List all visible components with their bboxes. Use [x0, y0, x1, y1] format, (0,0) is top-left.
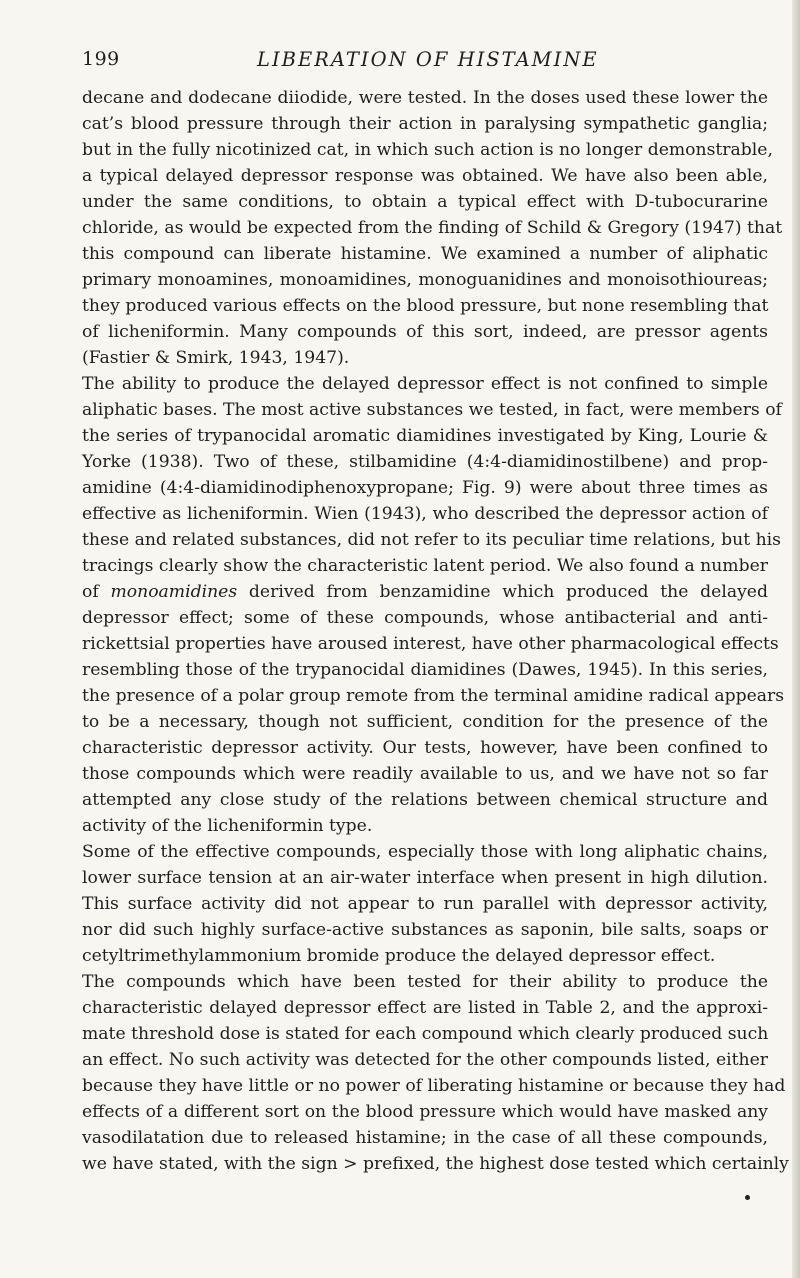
- text-line: the presence of a polar group remote from the terminal amidine radical appears: [82, 686, 785, 706]
- text-line: characteristic delayed depressor effect are listed in Table 2, and the approxi-: [82, 998, 768, 1018]
- text-line: depressor effect; some of these compounds, whose antibacterial and anti-: [82, 608, 768, 628]
- paragraph-start-line: The ability to produce the delayed depressor effect is not confined to simple: [82, 374, 768, 394]
- text-line: these and related substances, did not refer to its peculiar time relations, but his: [82, 530, 781, 550]
- text-line: rickettsial properties have aroused interest, have other pharmacological effects: [82, 634, 779, 654]
- text-line: Yorke (1938). Two of these, stilbamidine (4:4-diamidinostilbene) and prop-: [82, 452, 768, 472]
- text-line: this compound can liberate histamine. We examined a number of aliphatic: [82, 244, 768, 264]
- text-line: an effect. No such activity was detected for the other compounds listed, either: [82, 1050, 768, 1070]
- paragraph-end-line: cetyltrimethylammonium bromide produce the delayed depressor effect.: [82, 946, 716, 966]
- text-line: because they have little or no power of liberating histamine or because they had: [82, 1076, 786, 1096]
- text-line: aliphatic bases. The most active substances we tested, in fact, were members of: [82, 400, 782, 420]
- text-line: to be a necessary, though not sufficient, condition for the presence of the: [82, 712, 768, 732]
- text-line: the series of trypanocidal aromatic diamidines investigated by King, Lourie &: [82, 426, 768, 446]
- page-edge: [792, 0, 800, 1278]
- text-line: primary monoamines, monoamidines, monoguanidines and monoisothioureas;: [82, 270, 768, 290]
- text-line: under the same conditions, to obtain a typical effect with D-tubocurarine: [82, 192, 768, 212]
- text-line: lower surface tension at an air-water interface when present in high dilution.: [82, 868, 768, 888]
- text-line: cat’s blood pressure through their action in paralysing sympathetic ganglia;: [82, 114, 768, 134]
- text-line-with-italic: of monoamidines derived from benzamidine which produced the delayed: [82, 582, 768, 602]
- ink-speck: [745, 1195, 750, 1200]
- text-line: attempted any close study of the relations between chemical structure and: [82, 790, 768, 810]
- text-line: effective as licheniformin. Wien (1943), who described the depressor action of: [82, 504, 768, 524]
- page-header: [82, 48, 772, 82]
- text-line: effects of a different sort on the blood pressure which would have masked any: [82, 1102, 768, 1122]
- text-line: This surface activity did not appear to run parallel with depressor activity,: [82, 894, 768, 914]
- text-line: but in the fully nicotinized cat, in which such action is no longer demonstrable,: [82, 140, 773, 160]
- running-title: LIBERATION OF HISTAMINE: [257, 48, 599, 71]
- text-line: resembling those of the trypanocidal diamidines (Dawes, 1945). In this series,: [82, 660, 768, 680]
- page-number: 199: [82, 48, 120, 70]
- text-line: vasodilatation due to released histamine; in the case of all these compounds,: [82, 1128, 768, 1148]
- text-line: chloride, as would be expected from the finding of Schild & Gregory (1947) that: [82, 218, 783, 238]
- text-line: nor did such highly surface-active substances as saponin, bile salts, soaps or: [82, 920, 768, 940]
- text-line: we have stated, with the sign > prefixed, the highest dose tested which certainly: [82, 1154, 789, 1174]
- text-line: those compounds which were readily available to us, and we have not so far: [82, 764, 768, 784]
- body-text: [82, 85, 789, 1177]
- italic-term: monoamidines: [110, 582, 238, 602]
- text-line: characteristic depressor activity. Our tests, however, have been confined to: [82, 738, 768, 758]
- paragraph-start-line: The compounds which have been tested for their ability to produce the: [82, 972, 768, 992]
- text-line: a typical delayed depressor response was obtained. We have also been able,: [82, 166, 768, 186]
- text-line: of licheniformin. Many compounds of this sort, indeed, are pressor agents: [82, 322, 768, 342]
- paragraph-end-line: activity of the licheniformin type.: [82, 816, 373, 836]
- text-line: tracings clearly show the characteristic latent period. We also found a number: [82, 556, 768, 576]
- paragraph-start-line: Some of the effective compounds, especially those with long aliphatic chains,: [82, 842, 768, 862]
- text-line: they produced various effects on the blood pressure, but none resembling that: [82, 296, 769, 316]
- paragraph-end-line: (Fastier & Smirk, 1943, 1947).: [82, 348, 350, 368]
- text-line: amidine (4:4-diamidinodiphenoxypropane; Fig. 9) were about three times as: [82, 478, 768, 498]
- text-line: decane and dodecane diiodide, were tested. In the doses used these lower the: [82, 88, 768, 108]
- text-line: mate threshold dose is stated for each compound which clearly produced such: [82, 1024, 769, 1044]
